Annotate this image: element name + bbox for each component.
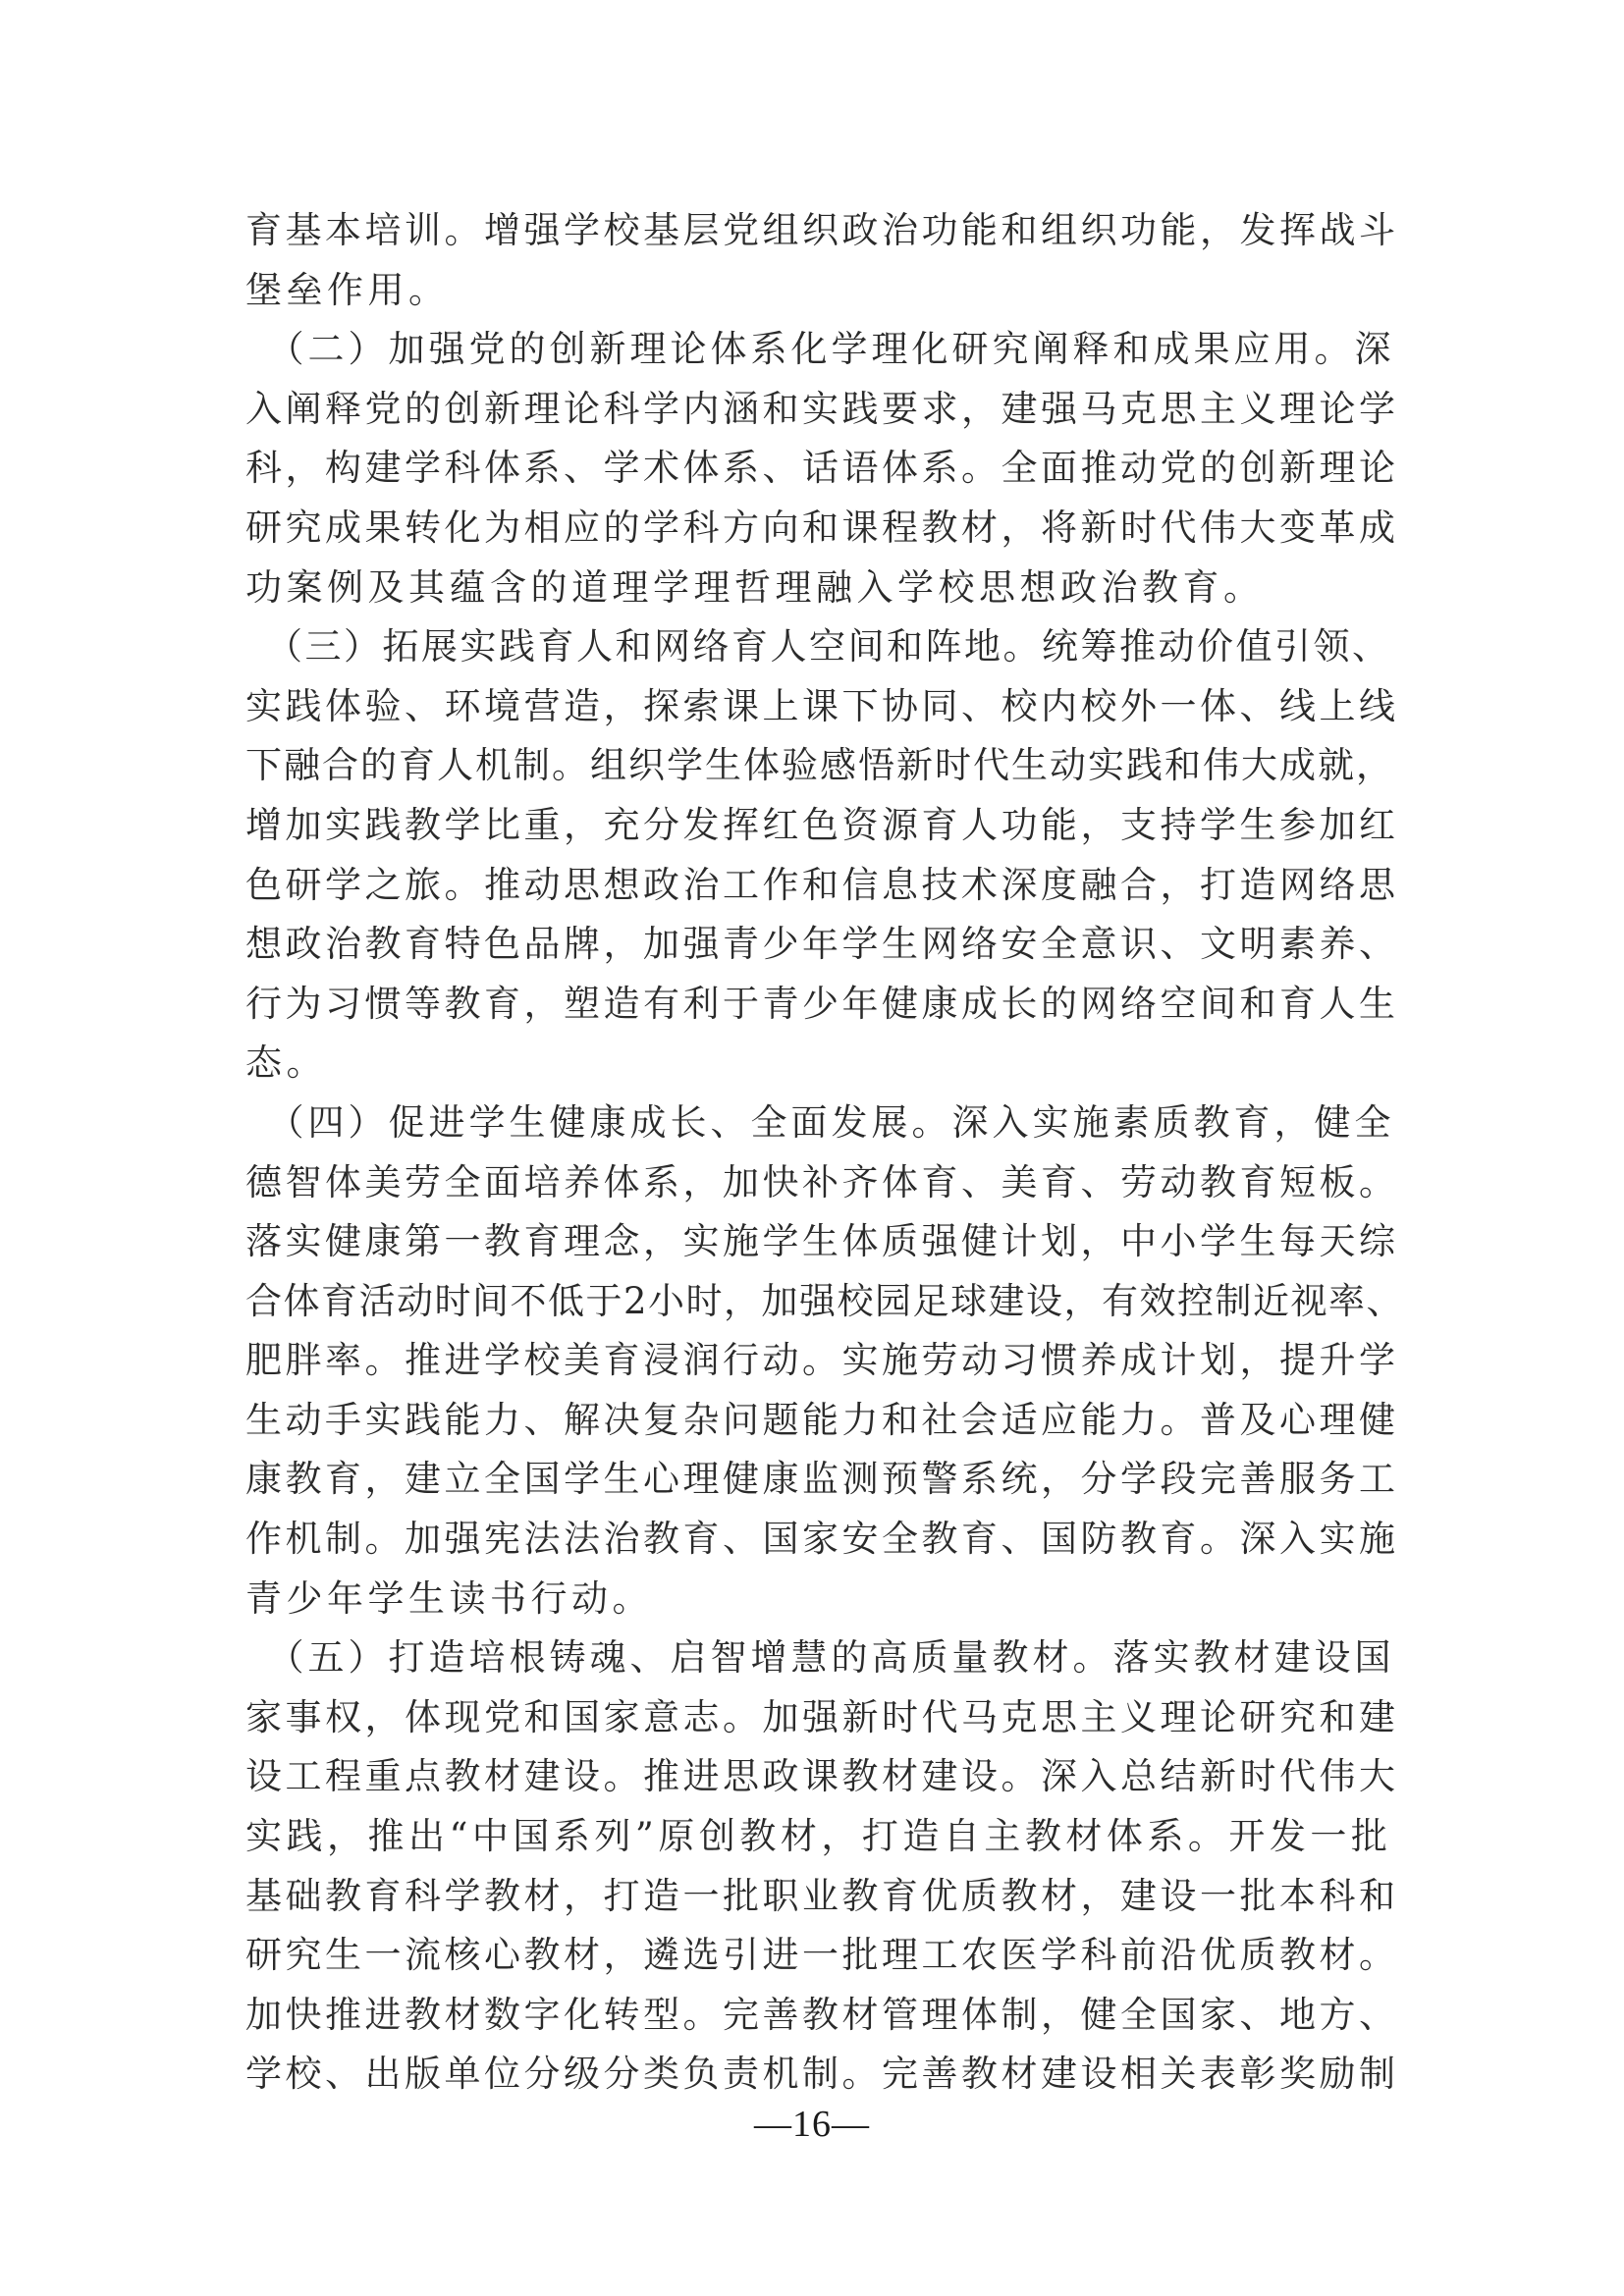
text-line: 实践，推出“中国系列”原创教材，打造自主教材体系。开发一批 xyxy=(245,1815,1392,1858)
page-number: —16— xyxy=(754,2104,870,2145)
text-line: 肥胖率。推进学校美育浸润行动。实施劳动习惯养成计划，提升学 xyxy=(245,1339,1399,1382)
text-line: （五）打造培根铸魂、启智增慧的高质量教材。落实教材建设国 xyxy=(245,1636,1395,1680)
text-line: 生动手实践能力、解决复杂问题能力和社会适应能力。普及心理健 xyxy=(245,1398,1399,1441)
text-line: 合体育活动时间不低于2小时，加强校园足球建设，有效控制近视率、 xyxy=(245,1279,1405,1322)
text-line: 入阐释党的创新理论科学内涵和实践要求，建强马克思主义理论学 xyxy=(245,387,1399,430)
text-line: 基础教育科学教材，打造一批职业教育优质教材，建设一批本科和 xyxy=(245,1874,1399,1917)
text-line: 科，构建学科体系、学术体系、话语体系。全面推动党的创新理论 xyxy=(245,447,1399,490)
text-line: 设工程重点教材建设。推进思政课教材建设。深入总结新时代伟大 xyxy=(245,1755,1399,1798)
text-line: 康教育，建立全国学生心理健康监测预警系统，分学段完善服务工 xyxy=(245,1458,1399,1501)
text-line: 下融合的育人机制。组织学生体验感悟新时代生动实践和伟大成就， xyxy=(245,744,1394,787)
text-line: 育基本培训。增强学校基层党组织政治功能和组织功能，发挥战斗 xyxy=(245,209,1399,251)
text-line: 行为习惯等教育，塑造有利于青少年健康成长的网络空间和育人生 xyxy=(245,982,1399,1025)
text-line: 学校、出版单位分级分类负责机制。完善教材建设相关表彰奖励制 xyxy=(245,2053,1399,2096)
text-line: 家事权，体现党和国家意志。加强新时代马克思主义理论研究和建 xyxy=(245,1695,1399,1738)
text-line: 增加实践教学比重，充分发挥红色资源育人功能，支持学生参加红 xyxy=(245,803,1399,846)
text-line: 功案例及其蕴含的道理学理哲理融入学校思想政治教育。 xyxy=(245,565,1265,609)
text-line: （三）拓展实践育人和网络育人空间和阵地。统筹推动价值引领、 xyxy=(245,625,1391,668)
text-line: 研究生一流核心教材，遴选引进一批理工农医学科前沿优质教材。 xyxy=(245,1934,1399,1977)
text-line: 态。 xyxy=(245,1041,327,1085)
text-line: 想政治教育特色品牌，加强青少年学生网络安全意识、文明素养、 xyxy=(245,923,1399,966)
text-line: 研究成果转化为相应的学科方向和课程教材，将新时代伟大变革成 xyxy=(245,506,1399,549)
text-line: 加快推进教材数字化转型。完善教材管理体制，健全国家、地方、 xyxy=(245,1993,1399,2036)
text-line: （二）加强党的创新理论体系化学理化研究阐释和成果应用。深 xyxy=(245,328,1395,371)
text-line: 色研学之旅。推动思想政治工作和信息技术深度融合，打造网络思 xyxy=(245,863,1399,906)
body-text xyxy=(245,201,1404,2105)
text-line: 堡垒作用。 xyxy=(245,268,450,311)
text-line: （四）促进学生健康成长、全面发展。深入实施素质教育，健全 xyxy=(245,1100,1395,1144)
text-line: 实践体验、环境营造，探索课上课下协同、校内校外一体、线上线 xyxy=(245,684,1399,727)
text-line: 落实健康第一教育理念，实施学生体质强健计划，中小学生每天综 xyxy=(245,1220,1399,1263)
text-line: 作机制。加强宪法法治教育、国家安全教育、国防教育。深入实施 xyxy=(245,1518,1399,1561)
text-line: 青少年学生读书行动。 xyxy=(245,1576,653,1620)
text-line: 德智体美劳全面培养体系，加快补齐体育、美育、劳动教育短板。 xyxy=(245,1160,1399,1203)
